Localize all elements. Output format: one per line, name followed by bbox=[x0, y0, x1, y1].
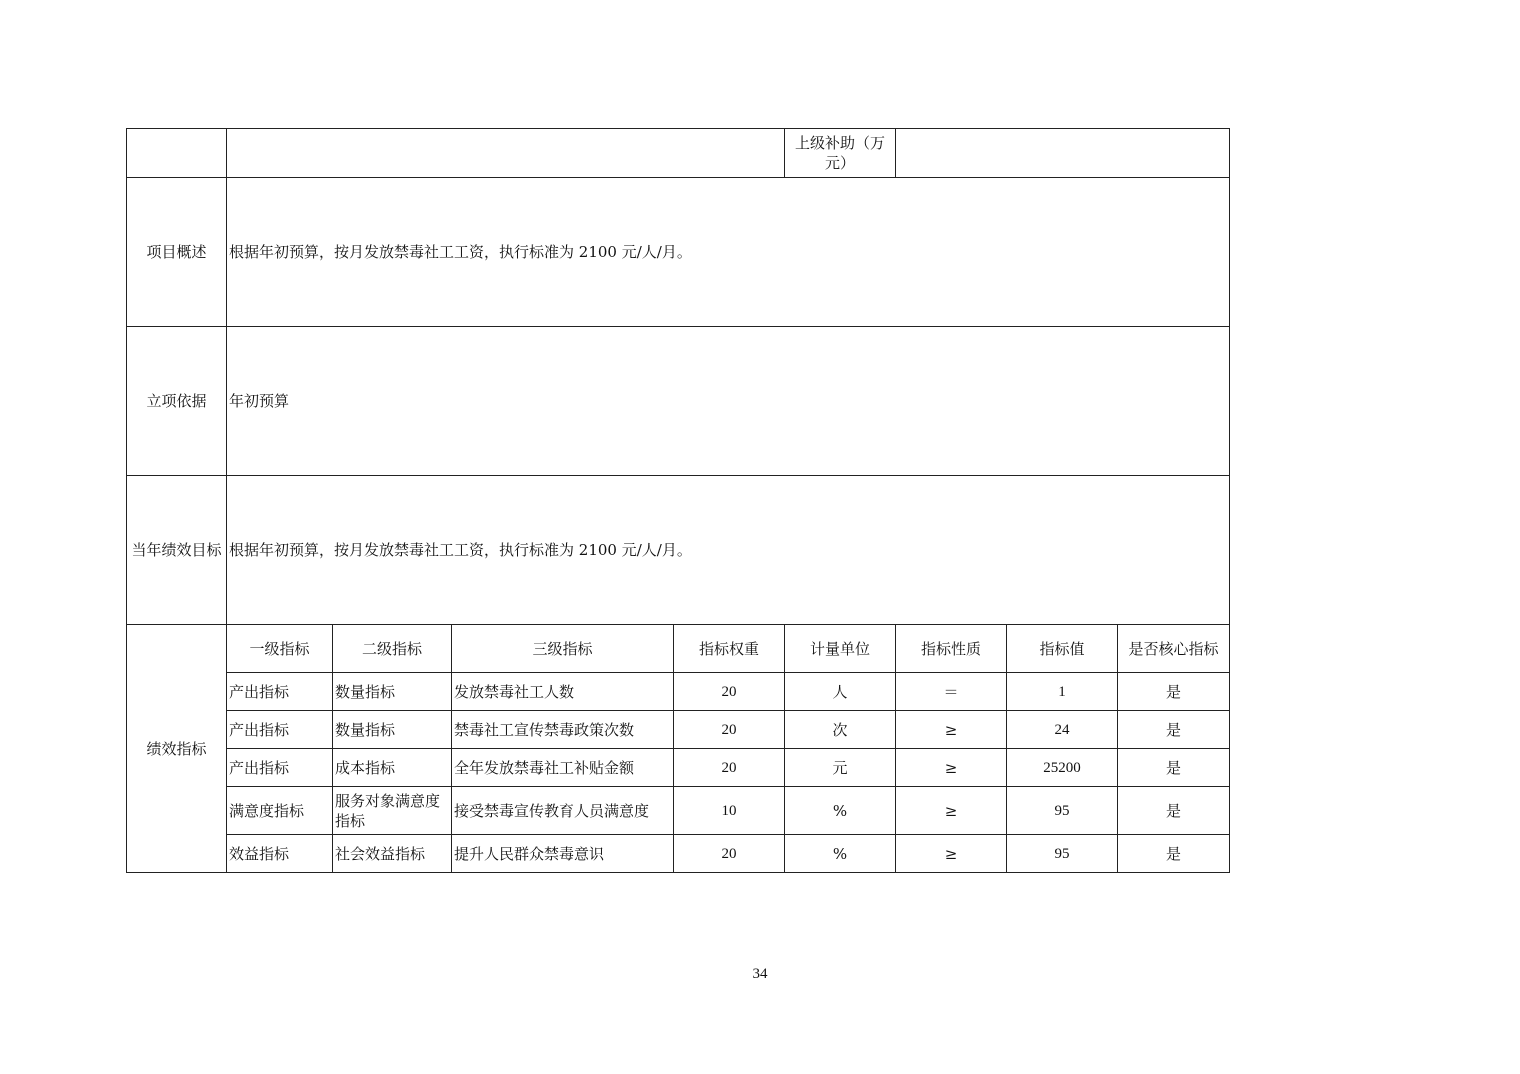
basis-text: 年初预算 bbox=[227, 327, 1230, 476]
subsidy-label: 上级补助（万元） bbox=[785, 129, 896, 178]
header-value: 指标值 bbox=[1007, 625, 1118, 673]
row-value: 1 bbox=[1007, 673, 1118, 711]
row-level3: 禁毒社工宣传禁毒政策次数 bbox=[452, 711, 674, 749]
row-level2: 成本指标 bbox=[333, 749, 452, 787]
row-weight: 10 bbox=[674, 787, 785, 835]
subsidy-value bbox=[896, 129, 1230, 178]
basis-row bbox=[127, 327, 1230, 476]
row-weight: 20 bbox=[674, 835, 785, 873]
row-unit: % bbox=[785, 787, 896, 835]
overview-text: 根据年初预算，按月发放禁毒社工工资，执行标准为 2100 元/人/月。 bbox=[227, 178, 1230, 327]
row-level3: 全年发放禁毒社工补贴金额 bbox=[452, 749, 674, 787]
row-core: 是 bbox=[1118, 749, 1230, 787]
row-value: 95 bbox=[1007, 835, 1118, 873]
indicators-label: 绩效指标 bbox=[127, 625, 227, 873]
table-row bbox=[127, 673, 1230, 711]
row-level3: 发放禁毒社工人数 bbox=[452, 673, 674, 711]
header-level2: 二级指标 bbox=[333, 625, 452, 673]
row-nature: ≥ bbox=[896, 711, 1007, 749]
row-unit: 次 bbox=[785, 711, 896, 749]
row-nature: ≥ bbox=[896, 787, 1007, 835]
row-nature: ＝ bbox=[896, 673, 1007, 711]
row-value: 25200 bbox=[1007, 749, 1118, 787]
row-nature: ≥ bbox=[896, 749, 1007, 787]
row-unit: 元 bbox=[785, 749, 896, 787]
row-level2: 服务对象满意度指标 bbox=[333, 787, 452, 835]
basis-label: 立项依据 bbox=[127, 327, 227, 476]
annual-goal-text: 根据年初预算，按月发放禁毒社工工资，执行标准为 2100 元/人/月。 bbox=[227, 476, 1230, 625]
overview-row bbox=[127, 178, 1230, 327]
row-core: 是 bbox=[1118, 787, 1230, 835]
table-row bbox=[127, 787, 1230, 835]
row-weight: 20 bbox=[674, 673, 785, 711]
overview-label: 项目概述 bbox=[127, 178, 227, 327]
header-level1: 一级指标 bbox=[227, 625, 333, 673]
row-level2: 数量指标 bbox=[333, 673, 452, 711]
row-level1: 产出指标 bbox=[227, 749, 333, 787]
top-row-label bbox=[127, 129, 227, 178]
row-core: 是 bbox=[1118, 711, 1230, 749]
row-unit: % bbox=[785, 835, 896, 873]
top-row-content bbox=[227, 129, 785, 178]
row-unit: 人 bbox=[785, 673, 896, 711]
row-value: 95 bbox=[1007, 787, 1118, 835]
row-weight: 20 bbox=[674, 749, 785, 787]
top-row bbox=[127, 129, 1230, 178]
annual-goal-row bbox=[127, 476, 1230, 625]
performance-table bbox=[126, 128, 1230, 873]
page-number: 34 bbox=[752, 966, 768, 982]
header-weight: 指标权重 bbox=[674, 625, 785, 673]
row-core: 是 bbox=[1118, 835, 1230, 873]
annual-goal-label: 当年绩效目标 bbox=[127, 476, 227, 625]
row-level2: 社会效益指标 bbox=[333, 835, 452, 873]
row-level1: 产出指标 bbox=[227, 711, 333, 749]
indicator-header-row bbox=[127, 625, 1230, 673]
row-level3: 接受禁毒宣传教育人员满意度 bbox=[452, 787, 674, 835]
row-value: 24 bbox=[1007, 711, 1118, 749]
row-core: 是 bbox=[1118, 673, 1230, 711]
header-level3: 三级指标 bbox=[452, 625, 674, 673]
row-level2: 数量指标 bbox=[333, 711, 452, 749]
header-nature: 指标性质 bbox=[896, 625, 1007, 673]
table-row bbox=[127, 749, 1230, 787]
row-nature: ≥ bbox=[896, 835, 1007, 873]
row-weight: 20 bbox=[674, 711, 785, 749]
row-level3: 提升人民群众禁毒意识 bbox=[452, 835, 674, 873]
row-level1: 满意度指标 bbox=[227, 787, 333, 835]
row-level1: 产出指标 bbox=[227, 673, 333, 711]
header-core: 是否核心指标 bbox=[1118, 625, 1230, 673]
table-row bbox=[127, 711, 1230, 749]
table-row bbox=[127, 835, 1230, 873]
row-level1: 效益指标 bbox=[227, 835, 333, 873]
header-unit: 计量单位 bbox=[785, 625, 896, 673]
